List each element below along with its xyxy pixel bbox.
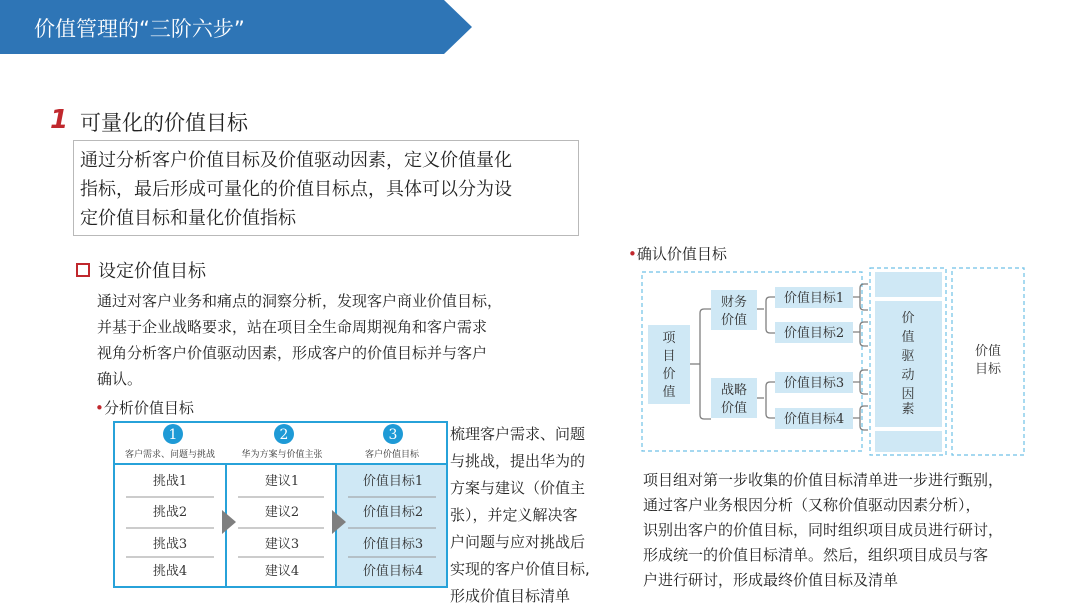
analyze-side-line: 户问题与应对挑战后 <box>450 533 586 551</box>
intro-line: 通过分析客户价值目标及价值驱动因素，定义价值量化 <box>80 150 512 171</box>
value-goal-item: 价值目标3 <box>362 537 424 552</box>
set-goal-title: 设定价值目标 <box>98 261 206 282</box>
intro-line: 定价值目标和量化价值指标 <box>80 208 296 229</box>
challenge-item: 挑战3 <box>152 537 188 552</box>
analyze-side-line: 与挑战，提出华为的 <box>450 452 586 470</box>
step-number: 3 <box>388 427 398 443</box>
analyze-side-line: 梳理客户需求、问题 <box>450 425 586 443</box>
confirm-line: 通过客户业务根因分析（又称价值驱动因素分析）， <box>643 496 981 514</box>
driver-char: 因 <box>901 387 915 402</box>
goal-label: 价值目标3 <box>783 376 845 391</box>
proposal-item: 建议3 <box>264 537 300 552</box>
root-char: 值 <box>662 385 676 400</box>
confirm-line: 户进行研讨，形成最终价值目标及清单 <box>643 571 899 589</box>
analyze-side-text <box>450 421 620 610</box>
branch-label: 价值 <box>720 313 748 328</box>
tree-connector <box>853 284 868 430</box>
challenge-item: 挑战2 <box>152 505 188 520</box>
step-number: 2 <box>279 427 289 443</box>
set-goal-line: 并基于企业战略要求，站在项目全生命周期视角和客户需求 <box>97 318 488 336</box>
confirm-line: 项目组对第一步收集的价值目标清单进一步进行甄别， <box>643 471 1004 489</box>
column-header: 客户价值目标 <box>364 450 420 460</box>
analyze-side-line: 形成价值目标清单 <box>450 587 571 605</box>
analyze-heading <box>95 397 194 418</box>
confirm-heading-text: 确认价值目标 <box>636 245 727 263</box>
set-goal-description <box>97 288 587 392</box>
square-bullet-icon <box>76 263 90 277</box>
analyze-side-line: 方案与建议（价值主 <box>450 479 586 497</box>
driver-cell <box>875 431 942 452</box>
confirm-description <box>643 468 1063 593</box>
driver-char: 动 <box>901 368 915 383</box>
bullet-dot-icon: • <box>95 399 104 417</box>
goal-label: 价值目标2 <box>783 326 845 341</box>
proposal-item: 建议4 <box>264 564 300 579</box>
challenge-item: 挑战1 <box>152 474 188 489</box>
driver-char: 素 <box>901 402 915 417</box>
analyze-heading-text: 分析价值目标 <box>103 399 194 417</box>
branch-label: 财务 <box>720 295 748 310</box>
driver-cell <box>875 272 942 297</box>
section-number: 1 <box>50 105 69 135</box>
confirm-line: 形成统一的价值目标清单。然后，组织项目成员与客 <box>643 546 989 564</box>
target-label: 目标 <box>974 362 1002 377</box>
target-label: 价值 <box>974 344 1002 359</box>
confirm-heading <box>628 243 727 264</box>
section-title: 可量化的价值目标 <box>80 111 248 135</box>
driver-char: 值 <box>901 330 915 345</box>
value-goal-item: 价值目标2 <box>362 505 424 520</box>
challenge-item: 挑战4 <box>152 564 188 579</box>
confirm-line: 识别出客户的价值目标，同时组织项目成员进行研讨， <box>643 521 1004 539</box>
root-char: 价 <box>662 367 676 382</box>
goal-label: 价值目标4 <box>783 412 845 427</box>
arrow-right-icon <box>222 510 236 534</box>
set-goal-line: 通过对客户业务和痛点的洞察分析，发现客户商业价值目标， <box>97 292 503 310</box>
analyze-side-line: 实现的客户价值目标, <box>450 560 590 578</box>
branch-label: 价值 <box>720 401 748 416</box>
title-banner <box>0 0 472 54</box>
step-number: 1 <box>168 427 178 443</box>
intro-text-box <box>73 140 579 236</box>
tree-connector <box>690 309 711 419</box>
branch-label: 战略 <box>720 383 748 398</box>
set-goal-line: 视角分析客户价值驱动因素，形成客户的价值目标并与客户 <box>97 344 488 362</box>
analyze-diagram <box>112 420 450 590</box>
goal-label: 价值目标1 <box>783 291 845 306</box>
driver-char: 价 <box>901 311 915 326</box>
value-goal-item: 价值目标4 <box>362 564 424 579</box>
root-char: 项 <box>662 331 676 346</box>
analyze-side-line: 张），并定义解决客 <box>450 506 578 524</box>
proposal-item: 建议2 <box>264 505 300 520</box>
driver-char: 驱 <box>901 349 915 364</box>
value-goal-item: 价值目标1 <box>362 474 424 489</box>
tree-connector <box>757 297 775 418</box>
intro-line: 指标，最后形成可量化的价值目标点，具体可以分为设 <box>80 179 512 200</box>
bullet-dot-icon: • <box>628 245 637 263</box>
proposal-item: 建议1 <box>264 474 300 489</box>
column-header: 华为方案与价值主张 <box>241 450 323 460</box>
set-goal-line: 确认。 <box>97 370 143 388</box>
page-title: 价值管理的“三阶六步” <box>34 17 245 41</box>
confirm-diagram <box>640 266 1032 456</box>
root-char: 目 <box>662 349 676 364</box>
column-header: 客户需求、问题与挑战 <box>124 450 216 460</box>
